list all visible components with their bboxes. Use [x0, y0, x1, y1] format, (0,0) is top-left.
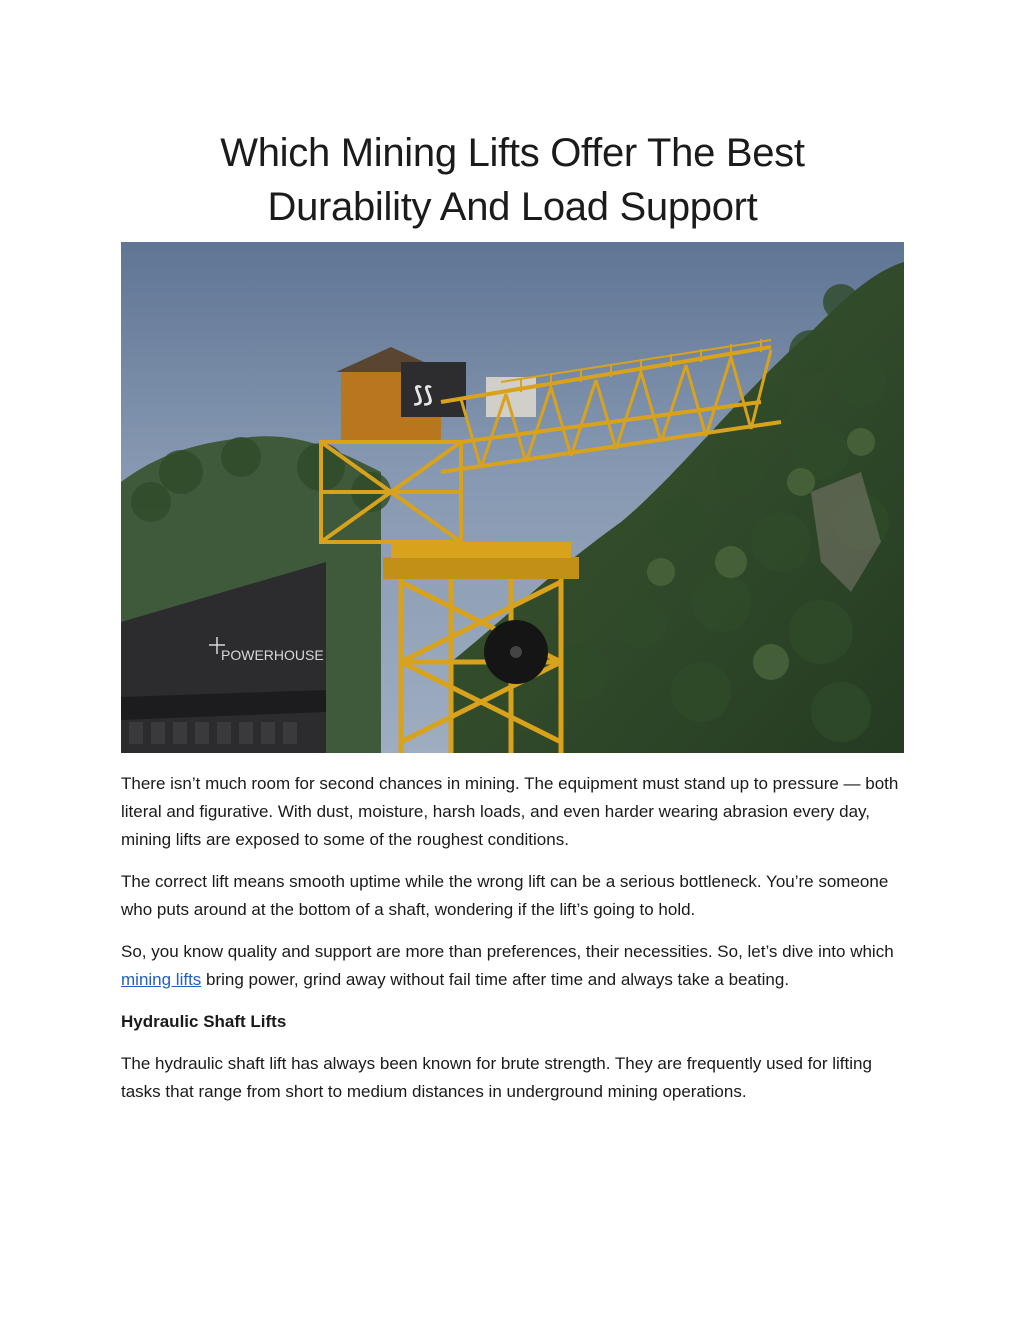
title-line-1: Which Mining Lifts Offer The Best [220, 131, 805, 175]
page-title [121, 126, 904, 234]
paragraph-2: The correct lift means smooth uptime while the wrong lift can be a serious bottleneck. You’re someone who puts around at the bottom of a shaft, wondering if the lift’s going to hold. [121, 872, 889, 919]
section-heading: Hydraulic Shaft Lifts [121, 1012, 287, 1031]
paragraph-4: The hydraulic shaft lift has always been known for brute strength. They are frequently used for lifting tasks that range from short to medium distances in underground mining operations. [121, 1054, 872, 1101]
paragraph-3-start: So, you know quality and support are more than preferences, their necessities. So, let’s dive into which [121, 942, 894, 961]
crane-photo [121, 242, 904, 753]
hero-image [121, 242, 904, 753]
article-body [121, 770, 911, 1120]
paragraph-1: There isn’t much room for second chances in mining. The equipment must stand up to pressure — both literal and figurative. With dust, moisture, harsh loads, and even harder wearing abrasion every day, mining lifts are exposed to some of the roughest conditions. [121, 774, 899, 849]
paragraph-3-end: bring power, grind away without fail time after time and always take a beating. [201, 970, 790, 989]
title-line-2: Durability And Load Support [267, 185, 758, 229]
paragraph-3 [121, 938, 911, 994]
mining-lifts-link[interactable]: mining lifts [121, 970, 202, 989]
svg-text:⟆⟆: ⟆⟆ [413, 383, 434, 408]
powerhouse-sign: POWERHOUSE [221, 647, 324, 663]
